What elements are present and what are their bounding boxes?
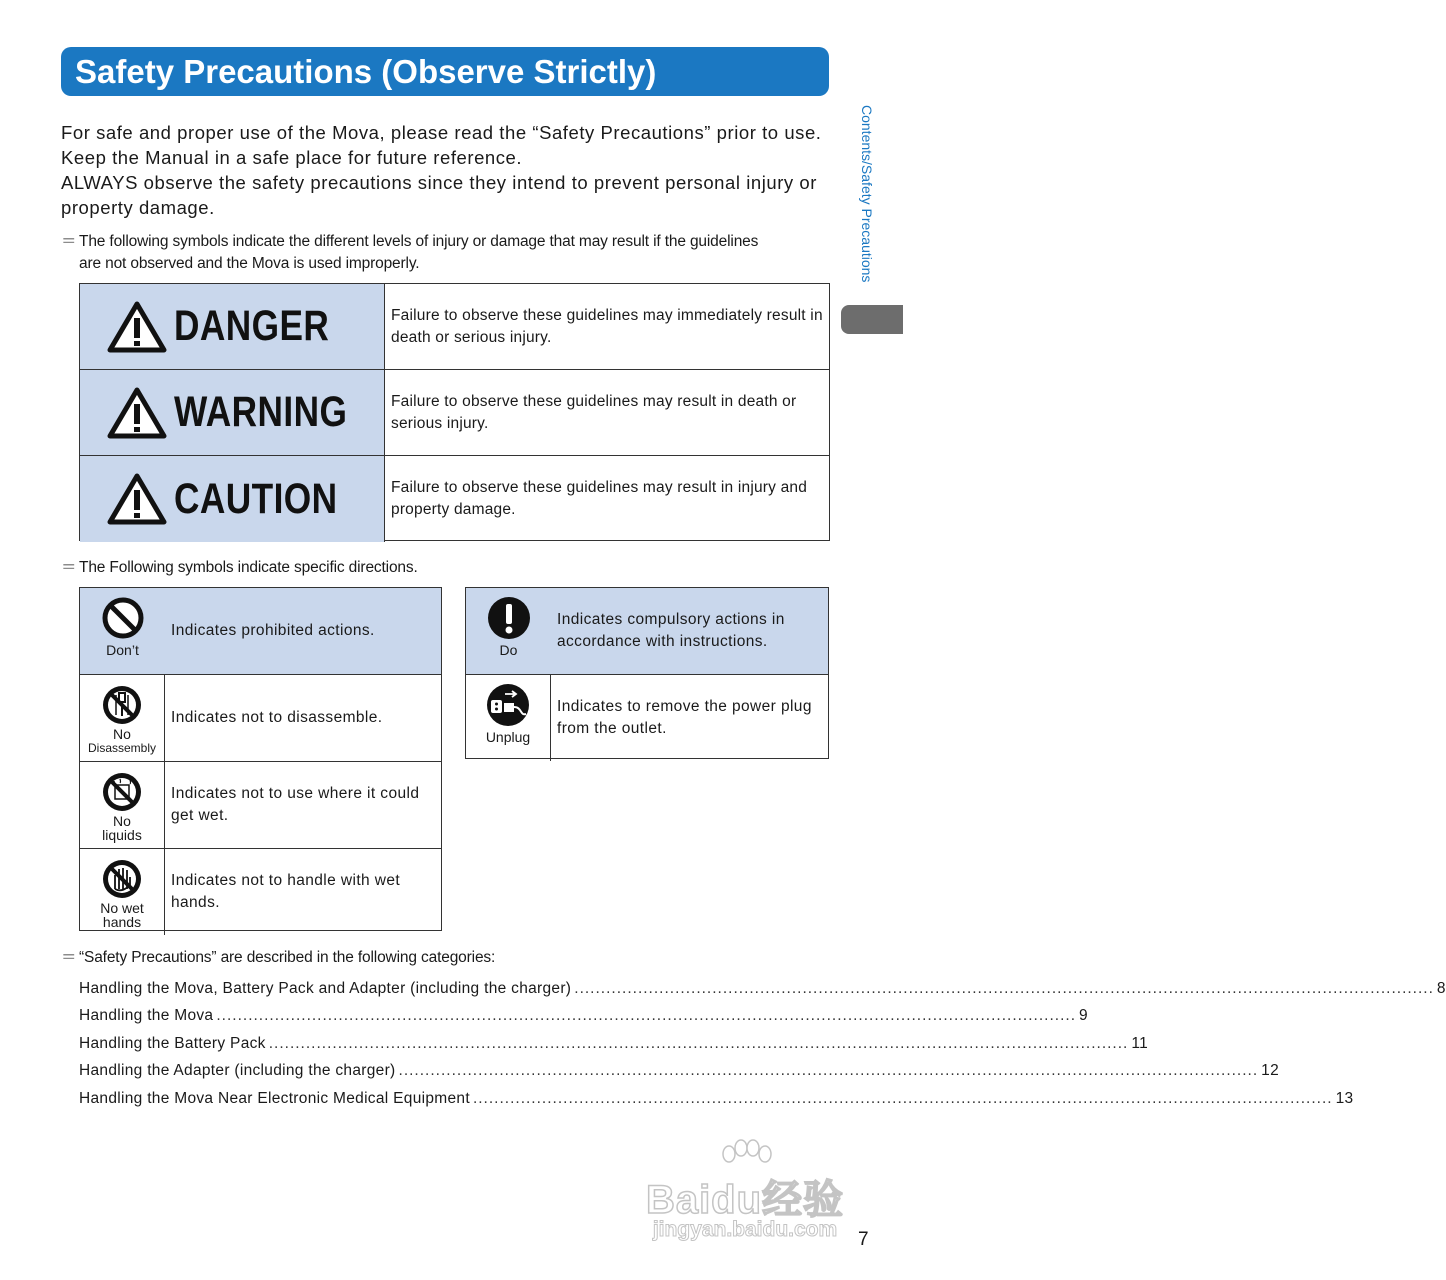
compulsory-icon [487, 596, 531, 640]
toc-entry-page[interactable]: 12 [1261, 1062, 1279, 1080]
toc-leader: .................................................................................................................................................................. [574, 979, 1434, 997]
danger-description: Failure to observe these guidelines may immediately result in death or serious injury. [391, 306, 823, 346]
intro-line: Keep the Manual in a safe place for future reference. [61, 147, 523, 168]
symbol-caption: Unplug [485, 729, 531, 745]
no-liquids-icon [100, 770, 144, 814]
symbol-row-no-wet-hands [80, 849, 441, 935]
symbol-icon-cell [80, 849, 165, 935]
toc-entry-page[interactable]: 9 [1079, 1007, 1088, 1025]
caution-label-cell [80, 456, 385, 542]
symbol-caption: Don’t [106, 642, 139, 658]
danger-word: DANGER [174, 302, 330, 350]
levels-note [61, 231, 836, 275]
warning-triangle-icon [106, 300, 168, 354]
symbol-row-dont [80, 588, 441, 675]
symbol-row-no-liquids [80, 762, 441, 849]
toc-entry-title[interactable]: Handling the Battery Pack [79, 1034, 266, 1052]
section-side-tab[interactable] [841, 305, 903, 334]
note-mark: ＝ [61, 949, 77, 966]
symbol-caption: No [113, 726, 131, 742]
caution-word: CAUTION [174, 474, 338, 523]
symbol-row-do [466, 588, 828, 675]
intro-text [61, 120, 833, 220]
categories-toc [79, 975, 1446, 1113]
caution-description: Failure to observe these guidelines may result in injury and property damage. [391, 479, 808, 518]
toc-leader: .................................................................................................................................................................. [216, 1007, 1076, 1025]
categories-note [61, 947, 836, 969]
watermark [640, 1140, 850, 1250]
toc-entry-page[interactable]: 11 [1131, 1034, 1149, 1052]
symbol-caption: hands [102, 914, 142, 930]
section-side-label: Contents/Safety Precautions [859, 105, 875, 283]
symbol-row-unplug [466, 675, 828, 761]
warning-description: Failure to observe these guidelines may result in death or serious injury. [391, 392, 797, 432]
warning-row [80, 370, 829, 456]
watermark-url: jingyan.baidu.com [652, 1218, 838, 1241]
symbol-description: Indicates compulsory actions in accordance with instructions. [557, 611, 785, 650]
watermark-brand: Baidu经验 [645, 1178, 845, 1222]
intro-line: For safe and proper use of the Mova, please read the “Safety Precautions” prior to use. [61, 122, 822, 143]
toc-entry-title[interactable]: Handling the Mova Near Electronic Medical Equipment [79, 1089, 470, 1107]
unplug-icon [486, 683, 530, 727]
prohibition-symbols-table [79, 587, 442, 931]
symbol-caption: No wet [100, 900, 144, 916]
categories-note-text: “Safety Precautions” are described in the following categories: [79, 949, 496, 966]
warning-word: WARNING [174, 388, 348, 436]
toc-leader: .................................................................................................................................................................. [268, 1034, 1129, 1052]
toc-entry[interactable] [79, 1085, 1354, 1113]
toc-entry-title[interactable]: Handling the Mova [79, 1007, 214, 1025]
symbol-description: Indicates not to disassemble. [171, 709, 383, 726]
prohibited-icon [101, 596, 145, 640]
page-number: 7 [858, 1229, 869, 1250]
danger-label-cell [80, 284, 385, 369]
symbol-description: Indicates not to handle with wet hands. [171, 872, 401, 911]
symbol-icon-cell [80, 588, 165, 674]
note-mark: ＝ [61, 233, 77, 250]
symbol-description: Indicates to remove the power plug from the outlet. [557, 698, 812, 737]
toc-entry[interactable] [79, 1058, 1279, 1086]
warning-label-cell [80, 370, 385, 455]
directions-note [61, 557, 836, 579]
warning-triangle-icon [106, 386, 168, 440]
hazard-levels-table [79, 283, 830, 541]
toc-leader: .................................................................................................................................................................. [398, 1062, 1259, 1080]
symbol-caption: Disassembly [87, 741, 156, 755]
toc-leader: .................................................................................................................................................................. [472, 1089, 1333, 1107]
toc-entry-page[interactable]: 13 [1335, 1089, 1354, 1107]
no-disassembly-icon [100, 683, 144, 727]
symbol-caption: No [113, 813, 131, 829]
symbol-caption: liquids [102, 827, 142, 843]
symbol-description: Indicates not to use where it could get wet. [171, 785, 420, 824]
intro-line: ALWAYS observe the safety precautions since they intend to prevent personal injury or property damage. [61, 172, 817, 218]
symbol-caption: Do [499, 642, 518, 658]
toc-entry[interactable] [79, 1003, 1088, 1031]
note-mark: ＝ [61, 559, 77, 576]
toc-entry[interactable] [79, 975, 1446, 1003]
symbol-icon-cell [466, 588, 551, 674]
symbol-description: Indicates prohibited actions. [171, 622, 375, 639]
symbol-row-no-disassembly [80, 675, 441, 762]
toc-entry[interactable] [79, 1030, 1149, 1058]
symbol-icon-cell [466, 675, 551, 761]
caution-row [80, 456, 829, 542]
page-title: Safety Precautions (Observe Strictly) [61, 47, 829, 96]
warning-triangle-icon [106, 472, 168, 526]
levels-note-line2: are not observed and the Mova is used improperly. [79, 255, 420, 272]
no-wet-hands-icon [100, 857, 144, 901]
danger-row [80, 284, 829, 370]
levels-note-line1: The following symbols indicate the different levels of injury or damage that may result if the guidelines [79, 233, 759, 250]
directions-note-text: The Following symbols indicate specific directions. [79, 559, 418, 576]
symbol-icon-cell [80, 675, 165, 761]
toc-entry-title[interactable]: Handling the Adapter (including the charger) [79, 1062, 396, 1080]
toc-entry-title[interactable]: Handling the Mova, Battery Pack and Adapter (including the charger) [79, 979, 572, 997]
compulsory-symbols-table [465, 587, 829, 759]
symbol-icon-cell [80, 762, 165, 848]
toc-entry-page[interactable]: 8 [1436, 979, 1446, 997]
